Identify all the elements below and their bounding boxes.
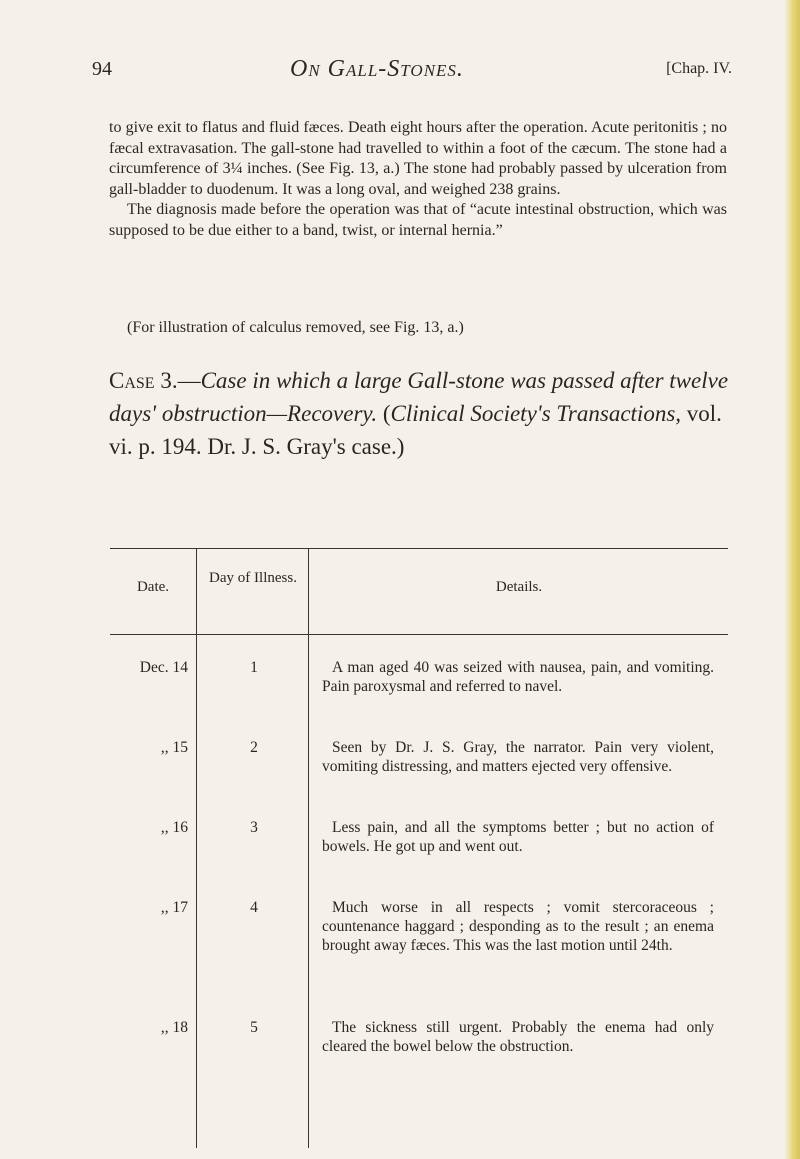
row-date: ,, 18 [160,1019,188,1036]
table-header-rule [110,634,728,635]
page-number: 94 [92,58,112,80]
table-col-rule-2-lower [308,1008,309,1148]
citation-source: Clinical Society's Transactions, [390,401,682,426]
row-details: A man aged 40 was seized with nausea, pain, and vomiting. Pain paroxysmal and referred to navel. [322,659,714,695]
row-date: Dec. 14 [139,659,188,676]
row-details: Less pain, and all the symptoms better ; but no action of bowels. He got up and went out. [322,819,714,855]
table-col-rule-1 [196,548,197,1008]
page-edge [784,0,800,1159]
row-details: Seen by Dr. J. S. Gray, the narrator. Pain very violent, vomiting distressing, and matters ejected very offensive. [322,739,714,775]
paragraph-1-text-a: to give exit to flatus and fluid fæces. Death eight hours after the operation. Acute peritonitis ; no fæcal extravasation. The gall-stone had travelled to within a foot of the cæcum. The stone had a circumference of 3¼ inches. (See Fig. 13, a.) The stone had probably passed by ulceration from gall-bladder to duodenum. It was a long oval, and weighed 238 grains. [109,119,727,198]
paragraph-2: (For illustration of calculus removed, see Fig. 13, a.) [127,319,464,336]
header-day: Day of Illness. [209,570,297,586]
row-details: The sickness still urgent. Probably the enema had only cleared the bowel below the obstruction. [322,1019,714,1055]
row-date: ,, 15 [160,739,188,756]
row-date: ,, 16 [160,819,188,836]
running-title: On Gall-Stones. [290,56,464,82]
chapter-label: [Chap. IV. [666,60,732,77]
paragraph-1-text-b: The diagnosis made before the operation was that of “acute intestinal obstruction, which was supposed to be due either to a band, twist, or internal hernia.” [109,201,727,239]
row-day: 1 [250,659,258,676]
citation-rest: vol. vi. p. 194. Dr. J. S. Gray's case.) [109,401,722,459]
table-top-rule [110,548,728,549]
case-title: Case in which a large Gall-stone was passed after twelve days' obstruction—Recovery. [109,368,729,426]
row-details: Much worse in all respects ; vomit stercoraceous ; countenance haggard ; desponding as to the result ; an enema brought away fæces. This was the last motion until 24th. [322,899,714,954]
row-day: 5 [250,1019,258,1036]
citation-open: ( [377,401,391,426]
header-date: Date. [136,579,170,595]
running-header [92,58,732,88]
table-col-rule-1-lower [196,1008,197,1148]
case-dash: — [177,368,201,393]
case-heading [109,364,731,463]
header-details: Details. [495,579,543,595]
row-date: ,, 17 [160,899,188,916]
case-label: Case 3. [109,368,178,393]
table-col-rule-2 [308,548,309,1008]
case-table [110,548,728,1055]
row-day: 4 [250,899,258,916]
paragraph-1 [109,118,727,242]
row-day: 3 [250,819,258,836]
row-day: 2 [250,739,258,756]
